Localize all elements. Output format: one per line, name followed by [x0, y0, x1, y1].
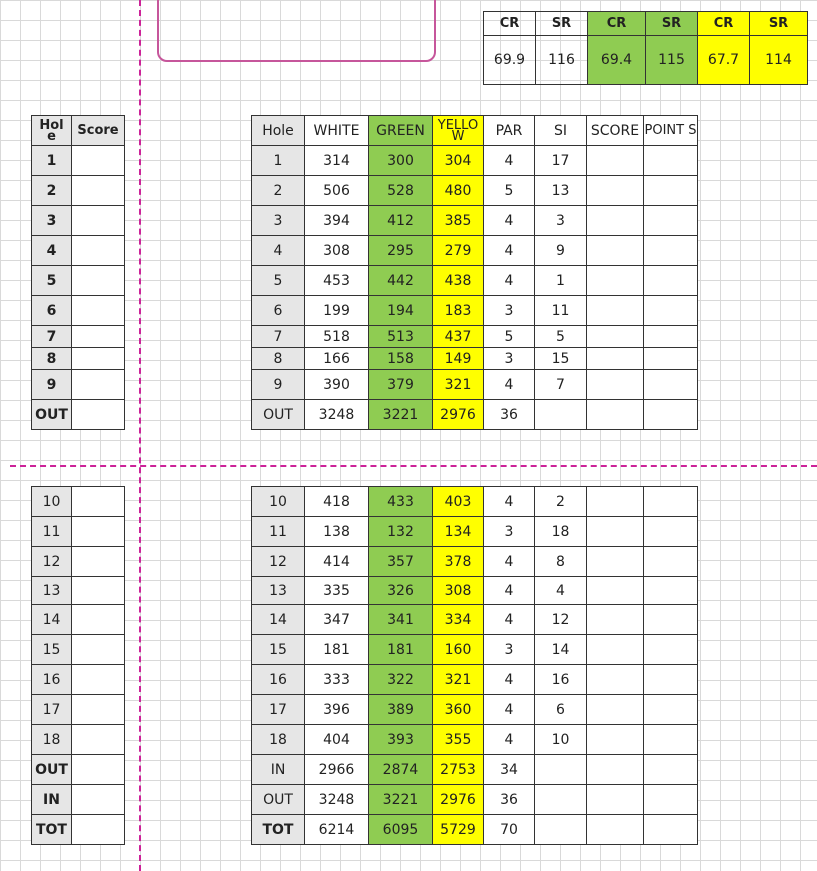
stroke-index[interactable]: 4: [535, 577, 587, 605]
rating-value[interactable]: 115: [646, 36, 698, 85]
col-header-yellow[interactable]: YELLO W: [433, 116, 484, 146]
points-cell[interactable]: [644, 266, 698, 296]
hole-label[interactable]: 8: [32, 348, 72, 370]
table-row: [32, 695, 125, 725]
scorecard-front-nine: [251, 115, 698, 430]
hole-label[interactable]: 9: [32, 370, 72, 400]
score-cell[interactable]: [587, 785, 644, 815]
col-header-points[interactable]: POINT S: [644, 116, 698, 146]
score-cell[interactable]: [587, 487, 644, 517]
score-cell[interactable]: [587, 815, 644, 845]
green-yardage[interactable]: 442: [369, 266, 433, 296]
white-yardage[interactable]: 347: [305, 605, 369, 635]
points-cell[interactable]: [644, 635, 698, 665]
yellow-yardage[interactable]: 149: [433, 348, 484, 370]
table-row: [252, 206, 698, 236]
white-yardage[interactable]: 394: [305, 206, 369, 236]
par[interactable]: 4: [484, 370, 535, 400]
table-row: [252, 236, 698, 266]
stroke-index[interactable]: 18: [535, 517, 587, 547]
par[interactable]: 4: [484, 665, 535, 695]
par[interactable]: 4: [484, 695, 535, 725]
score-cell[interactable]: [72, 547, 125, 577]
score-cell[interactable]: [587, 547, 644, 577]
stroke-index[interactable]: [535, 815, 587, 845]
col-header-par[interactable]: PAR: [484, 116, 535, 146]
hole-number[interactable]: 16: [252, 665, 305, 695]
par[interactable]: 4: [484, 206, 535, 236]
col-header-score[interactable]: SCORE: [587, 116, 644, 146]
par[interactable]: 4: [484, 577, 535, 605]
hole-label[interactable]: 12: [32, 547, 72, 577]
hole-number[interactable]: TOT: [252, 815, 305, 845]
points-cell[interactable]: [644, 146, 698, 176]
yellow-yardage[interactable]: 160: [433, 635, 484, 665]
yellow-yardage[interactable]: 355: [433, 725, 484, 755]
score-cell[interactable]: [72, 146, 125, 176]
scorecard-back-nine: [251, 486, 698, 845]
hole-number[interactable]: IN: [252, 755, 305, 785]
green-yardage[interactable]: 3221: [369, 785, 433, 815]
score-cell[interactable]: [587, 695, 644, 725]
hole-label[interactable]: OUT: [32, 755, 72, 785]
stroke-index[interactable]: 15: [535, 348, 587, 370]
table-row: [32, 266, 125, 296]
stroke-index[interactable]: [535, 755, 587, 785]
white-yardage[interactable]: 396: [305, 695, 369, 725]
table-row: [32, 370, 125, 400]
green-yardage[interactable]: 158: [369, 348, 433, 370]
yellow-yardage[interactable]: 403: [433, 487, 484, 517]
hole-label[interactable]: 13: [32, 577, 72, 605]
hole-number[interactable]: 18: [252, 725, 305, 755]
score-cell[interactable]: [72, 577, 125, 605]
player-score-table-front: [31, 115, 125, 430]
stroke-index[interactable]: 1: [535, 266, 587, 296]
white-yardage[interactable]: 6214: [305, 815, 369, 845]
hole-number[interactable]: 6: [252, 296, 305, 326]
col-header-si[interactable]: SI: [535, 116, 587, 146]
stroke-index[interactable]: 10: [535, 725, 587, 755]
yellow-yardage[interactable]: 480: [433, 176, 484, 206]
green-yardage[interactable]: 389: [369, 695, 433, 725]
par[interactable]: 3: [484, 348, 535, 370]
hole-number[interactable]: 17: [252, 695, 305, 725]
yellow-yardage[interactable]: 378: [433, 547, 484, 577]
table-row: [252, 785, 698, 815]
white-yardage[interactable]: 404: [305, 725, 369, 755]
score-cell[interactable]: [72, 665, 125, 695]
score-cell[interactable]: [72, 326, 125, 348]
score-cell[interactable]: [72, 517, 125, 547]
hole-header[interactable]: Hol e: [32, 116, 72, 146]
white-yardage[interactable]: 333: [305, 665, 369, 695]
hole-number[interactable]: 14: [252, 605, 305, 635]
stroke-index[interactable]: 6: [535, 695, 587, 725]
score-cell[interactable]: [72, 370, 125, 400]
player-score-table-back: [31, 486, 125, 845]
col-header-green[interactable]: GREEN: [369, 116, 433, 146]
col-header-white[interactable]: WHITE: [305, 116, 369, 146]
points-cell[interactable]: [644, 695, 698, 725]
stroke-index[interactable]: 11: [535, 296, 587, 326]
hole-number[interactable]: 7: [252, 326, 305, 348]
hole-label[interactable]: TOT: [32, 815, 72, 845]
points-cell[interactable]: [644, 815, 698, 845]
hole-label[interactable]: 7: [32, 326, 72, 348]
stroke-index[interactable]: 13: [535, 176, 587, 206]
hole-number[interactable]: 3: [252, 206, 305, 236]
par[interactable]: 4: [484, 547, 535, 577]
score-cell[interactable]: [587, 326, 644, 348]
yellow-yardage[interactable]: 334: [433, 605, 484, 635]
table-row: [32, 665, 125, 695]
table-row: [32, 348, 125, 370]
rating-value[interactable]: 69.9: [484, 36, 536, 85]
green-yardage[interactable]: 528: [369, 176, 433, 206]
par[interactable]: 3: [484, 296, 535, 326]
course-rating-table: [483, 11, 808, 85]
score-cell[interactable]: [587, 266, 644, 296]
rating-value[interactable]: 69.4: [588, 36, 646, 85]
table-row: [252, 815, 698, 845]
yellow-yardage[interactable]: 2753: [433, 755, 484, 785]
hole-number[interactable]: 5: [252, 266, 305, 296]
par[interactable]: 36: [484, 785, 535, 815]
hole-label[interactable]: IN: [32, 785, 72, 815]
rating-header[interactable]: CR: [698, 12, 750, 36]
stroke-index[interactable]: 3: [535, 206, 587, 236]
stroke-index[interactable]: 14: [535, 635, 587, 665]
score-cell[interactable]: [587, 517, 644, 547]
table-row: [252, 725, 698, 755]
white-yardage[interactable]: 418: [305, 487, 369, 517]
score-cell[interactable]: [587, 725, 644, 755]
table-row: [252, 326, 698, 348]
points-cell[interactable]: [644, 326, 698, 348]
table-row: [252, 487, 698, 517]
white-yardage[interactable]: 2966: [305, 755, 369, 785]
par[interactable]: 70: [484, 815, 535, 845]
green-yardage[interactable]: 412: [369, 206, 433, 236]
score-cell[interactable]: [72, 348, 125, 370]
points-cell[interactable]: [644, 370, 698, 400]
score-cell[interactable]: [72, 605, 125, 635]
hole-label[interactable]: 6: [32, 296, 72, 326]
yellow-yardage[interactable]: 5729: [433, 815, 484, 845]
table-row: [32, 605, 125, 635]
stroke-index[interactable]: 17: [535, 146, 587, 176]
score-cell[interactable]: [72, 785, 125, 815]
hole-number[interactable]: OUT: [252, 400, 305, 430]
hole-number[interactable]: 11: [252, 517, 305, 547]
white-yardage[interactable]: 506: [305, 176, 369, 206]
yellow-yardage[interactable]: 438: [433, 266, 484, 296]
table-row: [32, 517, 125, 547]
yellow-yardage[interactable]: 304: [433, 146, 484, 176]
green-yardage[interactable]: 322: [369, 665, 433, 695]
points-cell[interactable]: [644, 400, 698, 430]
table-row: [252, 176, 698, 206]
white-yardage[interactable]: 3248: [305, 785, 369, 815]
par[interactable]: 5: [484, 326, 535, 348]
score-cell[interactable]: [72, 176, 125, 206]
par[interactable]: 4: [484, 605, 535, 635]
par[interactable]: 3: [484, 635, 535, 665]
rating-header[interactable]: SR: [536, 12, 588, 36]
green-yardage[interactable]: 379: [369, 370, 433, 400]
points-cell[interactable]: [644, 725, 698, 755]
yellow-yardage[interactable]: 437: [433, 326, 484, 348]
par[interactable]: 4: [484, 266, 535, 296]
stroke-index[interactable]: 7: [535, 370, 587, 400]
hole-number[interactable]: 9: [252, 370, 305, 400]
white-yardage[interactable]: 199: [305, 296, 369, 326]
score-cell[interactable]: [72, 296, 125, 326]
score-cell[interactable]: [587, 206, 644, 236]
rating-value[interactable]: 67.7: [698, 36, 750, 85]
green-yardage[interactable]: 6095: [369, 815, 433, 845]
points-cell[interactable]: [644, 755, 698, 785]
hole-label[interactable]: 4: [32, 236, 72, 266]
white-yardage[interactable]: 414: [305, 547, 369, 577]
score-cell[interactable]: [587, 755, 644, 785]
points-cell[interactable]: [644, 577, 698, 605]
points-cell[interactable]: [644, 176, 698, 206]
white-yardage[interactable]: 308: [305, 236, 369, 266]
green-yardage[interactable]: 295: [369, 236, 433, 266]
stroke-index[interactable]: 5: [535, 326, 587, 348]
par[interactable]: 34: [484, 755, 535, 785]
score-cell[interactable]: [72, 635, 125, 665]
hole-label[interactable]: 2: [32, 176, 72, 206]
yellow-yardage[interactable]: 308: [433, 577, 484, 605]
table-row: [252, 547, 698, 577]
stroke-index[interactable]: 2: [535, 487, 587, 517]
table-row: [252, 695, 698, 725]
score-cell[interactable]: [587, 665, 644, 695]
table-row: [252, 517, 698, 547]
table-row: [32, 176, 125, 206]
green-yardage[interactable]: 300: [369, 146, 433, 176]
white-yardage[interactable]: 390: [305, 370, 369, 400]
rating-value[interactable]: 114: [750, 36, 808, 85]
hole-number[interactable]: 2: [252, 176, 305, 206]
par[interactable]: 5: [484, 176, 535, 206]
rating-header[interactable]: CR: [484, 12, 536, 36]
hole-number[interactable]: 8: [252, 348, 305, 370]
par[interactable]: 4: [484, 487, 535, 517]
score-cell[interactable]: [587, 577, 644, 605]
score-header[interactable]: Score: [72, 116, 125, 146]
score-cell[interactable]: [72, 755, 125, 785]
table-row: [252, 755, 698, 785]
table-row: [252, 665, 698, 695]
hole-number[interactable]: OUT: [252, 785, 305, 815]
green-yardage[interactable]: 2874: [369, 755, 433, 785]
table-row: [32, 236, 125, 266]
score-cell[interactable]: [587, 400, 644, 430]
table-row: [252, 605, 698, 635]
table-row: [32, 785, 125, 815]
table-row: [252, 400, 698, 430]
score-cell[interactable]: [72, 206, 125, 236]
white-yardage[interactable]: 453: [305, 266, 369, 296]
green-yardage[interactable]: 132: [369, 517, 433, 547]
green-yardage[interactable]: 433: [369, 487, 433, 517]
table-row: [32, 400, 125, 430]
stroke-index[interactable]: [535, 785, 587, 815]
par[interactable]: 4: [484, 236, 535, 266]
rating-value[interactable]: 116: [536, 36, 588, 85]
hole-label[interactable]: 17: [32, 695, 72, 725]
table-row: [32, 577, 125, 605]
points-cell[interactable]: [644, 296, 698, 326]
hole-number[interactable]: 4: [252, 236, 305, 266]
stroke-index[interactable]: 16: [535, 665, 587, 695]
par[interactable]: 4: [484, 725, 535, 755]
white-yardage[interactable]: 314: [305, 146, 369, 176]
score-cell[interactable]: [587, 236, 644, 266]
green-yardage[interactable]: 341: [369, 605, 433, 635]
hole-number[interactable]: 1: [252, 146, 305, 176]
green-yardage[interactable]: 3221: [369, 400, 433, 430]
hole-label[interactable]: 5: [32, 266, 72, 296]
score-cell[interactable]: [587, 176, 644, 206]
yellow-yardage[interactable]: 321: [433, 665, 484, 695]
white-yardage[interactable]: 518: [305, 326, 369, 348]
hole-number[interactable]: 10: [252, 487, 305, 517]
yellow-yardage[interactable]: 134: [433, 517, 484, 547]
green-yardage[interactable]: 181: [369, 635, 433, 665]
table-row: [252, 266, 698, 296]
table-row: [32, 146, 125, 176]
stroke-index[interactable]: 9: [535, 236, 587, 266]
score-cell[interactable]: [72, 725, 125, 755]
green-yardage[interactable]: 513: [369, 326, 433, 348]
yellow-yardage[interactable]: 279: [433, 236, 484, 266]
points-cell[interactable]: [644, 236, 698, 266]
yellow-yardage[interactable]: 360: [433, 695, 484, 725]
score-cell[interactable]: [587, 146, 644, 176]
white-yardage[interactable]: 3248: [305, 400, 369, 430]
points-cell[interactable]: [644, 785, 698, 815]
points-cell[interactable]: [644, 348, 698, 370]
stroke-index[interactable]: 8: [535, 547, 587, 577]
score-cell[interactable]: [72, 236, 125, 266]
yellow-yardage[interactable]: 385: [433, 206, 484, 236]
score-cell[interactable]: [72, 487, 125, 517]
green-yardage[interactable]: 393: [369, 725, 433, 755]
rating-header[interactable]: SR: [646, 12, 698, 36]
green-yardage[interactable]: 357: [369, 547, 433, 577]
hole-number[interactable]: 12: [252, 547, 305, 577]
score-cell[interactable]: [587, 296, 644, 326]
hole-number[interactable]: 13: [252, 577, 305, 605]
table-row: [32, 635, 125, 665]
par[interactable]: 4: [484, 146, 535, 176]
table-row: [252, 577, 698, 605]
hole-label[interactable]: 11: [32, 517, 72, 547]
table-row: [32, 487, 125, 517]
hole-label[interactable]: 15: [32, 635, 72, 665]
green-yardage[interactable]: 194: [369, 296, 433, 326]
score-cell[interactable]: [72, 815, 125, 845]
stroke-index[interactable]: 12: [535, 605, 587, 635]
table-row: [252, 635, 698, 665]
yellow-yardage[interactable]: 2976: [433, 400, 484, 430]
hole-number[interactable]: 15: [252, 635, 305, 665]
table-row: [252, 296, 698, 326]
points-cell[interactable]: [644, 547, 698, 577]
score-cell[interactable]: [587, 605, 644, 635]
table-row: [32, 815, 125, 845]
stroke-index[interactable]: [535, 400, 587, 430]
table-row: [32, 547, 125, 577]
points-cell[interactable]: [644, 665, 698, 695]
yellow-yardage[interactable]: 2976: [433, 785, 484, 815]
col-header-hole[interactable]: Hole: [252, 116, 305, 146]
points-cell[interactable]: [644, 206, 698, 236]
table-row: [32, 326, 125, 348]
score-cell[interactable]: [587, 370, 644, 400]
hole-label[interactable]: 14: [32, 605, 72, 635]
yellow-yardage[interactable]: 183: [433, 296, 484, 326]
white-yardage[interactable]: 335: [305, 577, 369, 605]
rounded-textbox[interactable]: [157, 0, 436, 62]
par[interactable]: 36: [484, 400, 535, 430]
points-cell[interactable]: [644, 487, 698, 517]
rating-header[interactable]: SR: [750, 12, 808, 36]
white-yardage[interactable]: 166: [305, 348, 369, 370]
yellow-yardage[interactable]: 321: [433, 370, 484, 400]
white-yardage[interactable]: 181: [305, 635, 369, 665]
hole-label[interactable]: OUT: [32, 400, 72, 430]
score-cell[interactable]: [587, 348, 644, 370]
table-row: [32, 755, 125, 785]
points-cell[interactable]: [644, 605, 698, 635]
score-cell[interactable]: [587, 635, 644, 665]
hole-label[interactable]: 1: [32, 146, 72, 176]
table-row: [252, 348, 698, 370]
points-cell[interactable]: [644, 517, 698, 547]
vertical-page-break: [139, 0, 141, 871]
table-row: [32, 206, 125, 236]
table-row: [32, 296, 125, 326]
table-row: [252, 370, 698, 400]
score-cell[interactable]: [72, 400, 125, 430]
rating-header[interactable]: CR: [588, 12, 646, 36]
hole-label[interactable]: 3: [32, 206, 72, 236]
horizontal-page-break: [10, 465, 817, 467]
green-yardage[interactable]: 326: [369, 577, 433, 605]
hole-label[interactable]: 16: [32, 665, 72, 695]
score-cell[interactable]: [72, 266, 125, 296]
hole-label[interactable]: 18: [32, 725, 72, 755]
table-row: [32, 725, 125, 755]
score-cell[interactable]: [72, 695, 125, 725]
hole-label[interactable]: 10: [32, 487, 72, 517]
par[interactable]: 3: [484, 517, 535, 547]
table-row: [252, 146, 698, 176]
white-yardage[interactable]: 138: [305, 517, 369, 547]
